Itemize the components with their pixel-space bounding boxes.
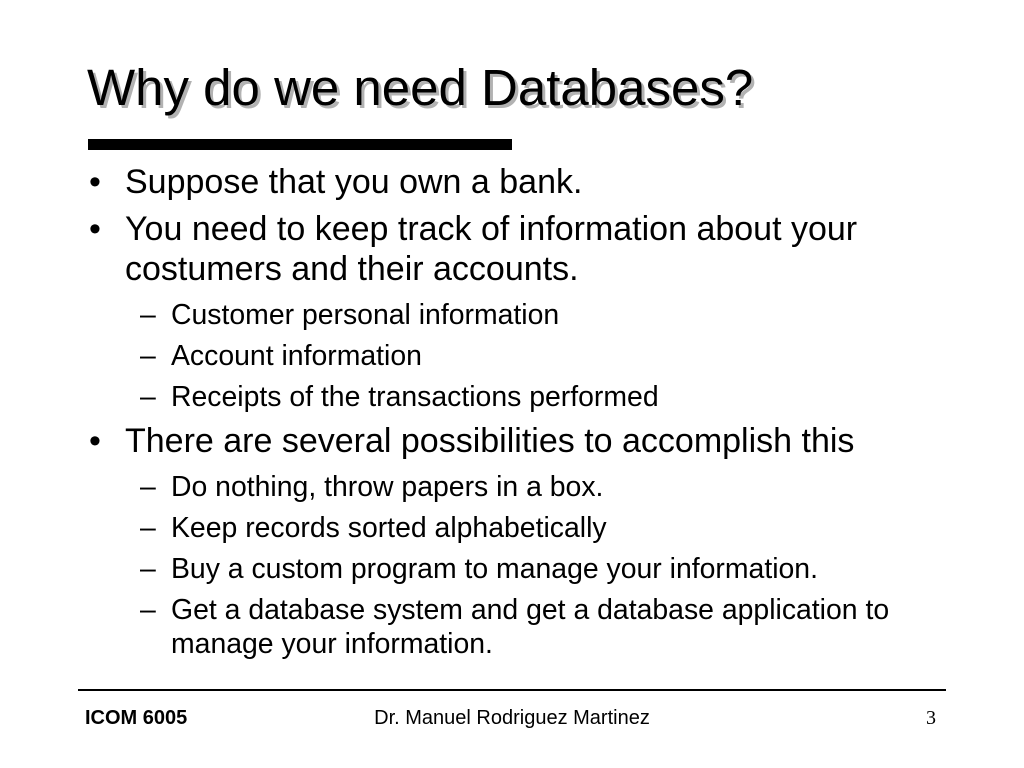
bullet-marker: • bbox=[89, 210, 101, 248]
footer-course-code: ICOM 6005 bbox=[85, 707, 188, 729]
sub-bullet-item bbox=[0, 552, 931, 586]
sub-bullet-text: Customer personal information bbox=[171, 299, 560, 331]
sub-bullet-marker: – bbox=[140, 594, 156, 626]
sub-bullet-marker: – bbox=[140, 512, 156, 544]
sub-bullet-marker: – bbox=[140, 340, 156, 372]
sub-bullet-item bbox=[0, 593, 931, 661]
bullet-item bbox=[0, 162, 915, 202]
sub-bullet-item bbox=[0, 339, 931, 373]
sub-bullet-marker: – bbox=[140, 299, 156, 331]
footer-page-number: 3 bbox=[926, 707, 936, 729]
bullet-item bbox=[0, 421, 915, 461]
bullet-text: Suppose that you own a bank. bbox=[125, 163, 583, 201]
bullet-item bbox=[0, 209, 915, 289]
sub-bullet-marker: – bbox=[140, 381, 156, 413]
sub-bullet-item bbox=[0, 511, 931, 545]
sub-bullet-text: Get a database system and get a database application to manage your information. bbox=[171, 594, 890, 660]
sub-bullet-marker: – bbox=[140, 471, 156, 503]
sub-bullet-marker: – bbox=[140, 553, 156, 585]
sub-bullet-item bbox=[0, 298, 931, 332]
sub-bullet-text: Do nothing, throw papers in a box. bbox=[171, 471, 604, 503]
bullet-marker: • bbox=[89, 163, 101, 201]
sub-bullet-item bbox=[0, 470, 931, 504]
bullet-text: There are several possibilities to accomplish this bbox=[125, 422, 855, 460]
footer-divider bbox=[78, 689, 946, 691]
sub-bullet-text: Keep records sorted alphabetically bbox=[171, 512, 607, 544]
slide-title: Why do we need Databases? bbox=[87, 59, 754, 116]
sub-bullet-text: Receipts of the transactions performed bbox=[171, 381, 659, 413]
sub-bullet-text: Account information bbox=[171, 340, 422, 372]
title-underline-bar bbox=[88, 139, 512, 150]
footer-author: Dr. Manuel Rodriguez Martinez bbox=[374, 707, 650, 729]
sub-bullet-text: Buy a custom program to manage your information. bbox=[171, 553, 818, 585]
slide-body bbox=[0, 162, 1024, 661]
sub-bullet-item bbox=[0, 380, 931, 414]
bullet-marker: • bbox=[89, 422, 101, 460]
bullet-text: You need to keep track of information about your costumers and their accounts. bbox=[125, 210, 858, 288]
